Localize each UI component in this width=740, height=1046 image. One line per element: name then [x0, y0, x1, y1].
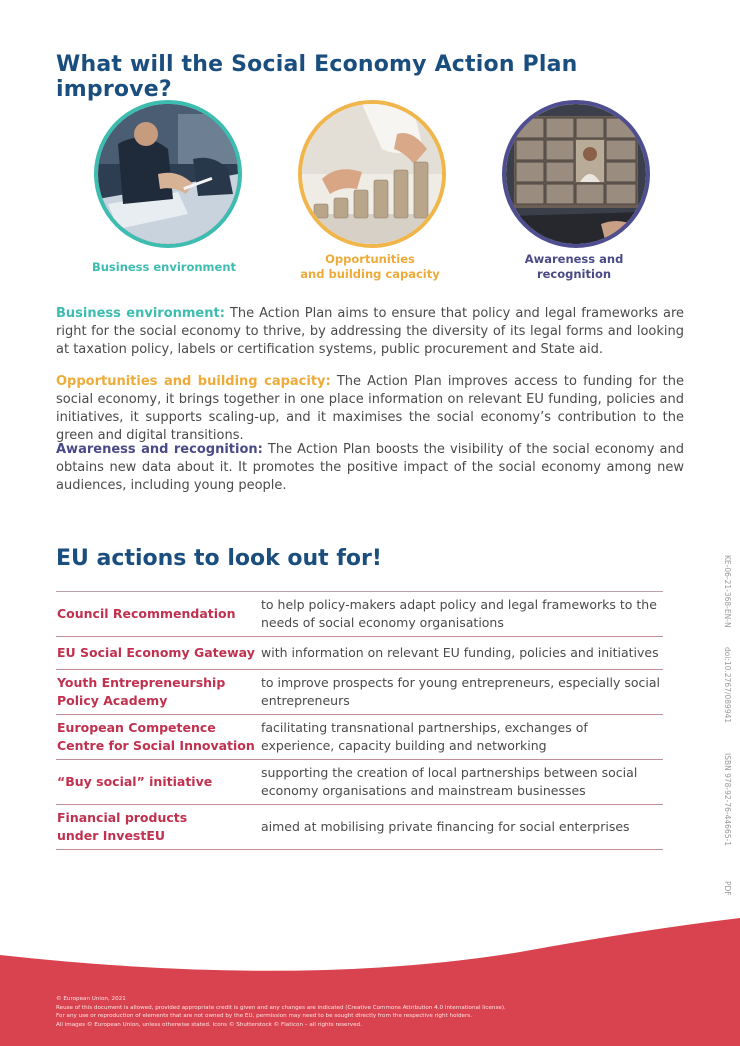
paragraph-text: The Action Plan aims to ensure that policy and legal frameworks are right for the social economy to thrive, by addressing the diversity of its legal forms and looking at taxation policy, labels or certification systems, public procurement and State aid. [56, 306, 684, 357]
table-row [56, 715, 663, 760]
action-description: facilitating transnational partnerships, exchanges of experience, capacity building and networking [261, 719, 588, 753]
paragraph-lead: Awareness and recognition: [56, 442, 263, 457]
action-name: European Competence Centre for Social Innovation [57, 719, 255, 753]
catalogue-codes [712, 555, 734, 905]
table-row [56, 637, 663, 670]
awareness-image [502, 100, 650, 248]
caption-line: recognition [536, 267, 612, 281]
table-row [56, 805, 663, 850]
action-description: aimed at mobilising private financing for social enterprises [261, 818, 630, 834]
caption-opportunities [290, 252, 450, 282]
action-description: supporting the creation of local partnerships between social economy organisations and mainstream businesses [261, 764, 638, 798]
actions-table [56, 591, 663, 850]
footer-line: For any use or reproduction of elements that are not owned by the EU, permission may need to be sought directly from the respective right holders. [56, 1013, 472, 1019]
caption-business-environment [84, 260, 244, 275]
caption-awareness [494, 252, 654, 282]
action-name: Council Recommendation [57, 605, 236, 621]
opportunities-image [298, 100, 446, 248]
action-name: EU Social Economy Gateway [57, 644, 255, 660]
business-environment-image [94, 100, 242, 248]
caption-line: and building capacity [300, 267, 440, 281]
action-name: Financial products under InvestEU [57, 809, 188, 843]
action-description: with information on relevant EU funding, policies and initiatives [261, 644, 659, 660]
paragraph-awareness [56, 441, 684, 495]
actions-heading: EU actions to look out for! [56, 546, 382, 571]
action-description: to help policy-makers adapt policy and legal frameworks to the needs of social economy organisations [261, 596, 657, 630]
paragraph-text: The Action Plan improves access to funding for the social economy, it brings together in one place information on relevant EU funding, policies and initiatives, it supports scaling-up, and it maximises the social economy’s contribution to the green and digital transitions. [56, 374, 684, 443]
doi-code: doi:10.2767/089941 [723, 647, 732, 724]
footer-line: © European Union, 2021 [56, 996, 126, 1002]
caption-line: Opportunities [325, 252, 415, 266]
isbn-code: ISBN 978-92-76-44665-1 [723, 753, 732, 846]
paragraph-business-environment [56, 305, 684, 359]
table-row [56, 592, 663, 637]
footer-line: All images © European Union, unless otherwise stated. Icons © Shutterstock © Flaticon – all rights reserved. [56, 1021, 362, 1028]
catalogue-number: KE-06-21-368-EN-N [723, 555, 732, 628]
table-row [56, 670, 663, 715]
action-description: to improve prospects for young entrepreneurs, especially social entrepreneurs [261, 674, 660, 708]
paragraph-text: The Action Plan boosts the visibility of the social economy and obtains new data about it. It promotes the positive impact of the social economy among new audiences, including young people. [56, 442, 684, 493]
caption-line: Business environment [91, 260, 237, 274]
paragraph-opportunities [56, 373, 684, 445]
footer-legal [56, 995, 696, 1029]
paragraph-lead: Opportunities and building capacity: [56, 374, 331, 389]
action-name: “Buy social” initiative [57, 773, 213, 789]
table-row [56, 760, 663, 805]
paragraph-lead: Business environment: [56, 306, 225, 321]
footer-line: Reuse of this document is allowed, provided appropriate credit is given and any changes are indicated (Creative Commons Attribution 4.0 International license). [56, 1004, 506, 1011]
action-name: Youth Entrepreneurship Policy Academy [57, 674, 226, 708]
page-title: What will the Social Economy Action Plan improve? [56, 52, 578, 102]
caption-line: Awareness and [524, 252, 624, 266]
format-label: PDF [723, 881, 732, 896]
